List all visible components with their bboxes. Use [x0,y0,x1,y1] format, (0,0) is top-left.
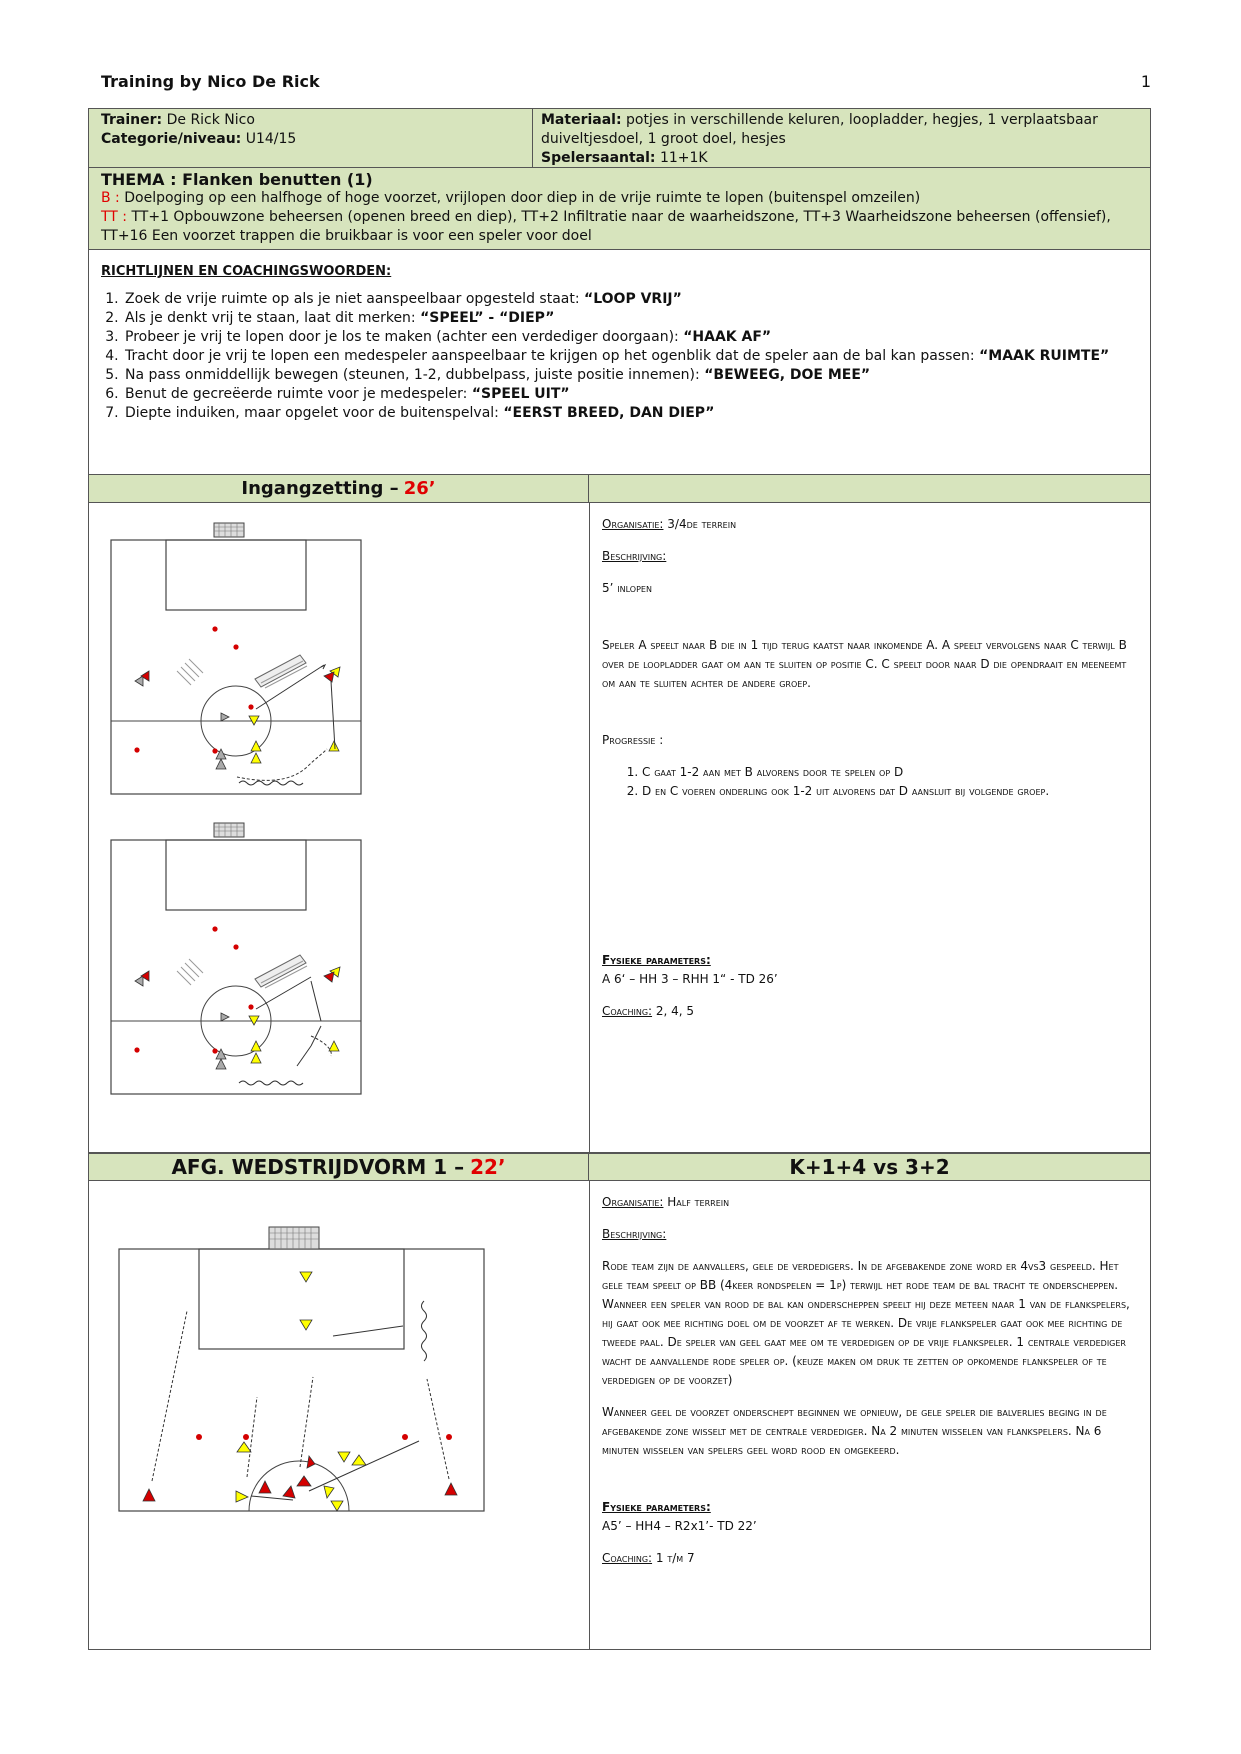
trainer-label: Trainer: [101,112,163,128]
section1-description [590,503,1150,1152]
list-item: 2. Als je denkt vrij te staan, laat dit merken: “SPEEL” - “DIEP” [123,309,1109,328]
coaching-list [101,290,1109,423]
trainer-value: De Rick Nico [166,112,255,128]
beschrijving-label: Beschrijving: [602,549,667,563]
list-item: 1. Zoek de vrije ruimte op als je niet aanspeelbaar opgesteld staat: “LOOP VRIJ” [123,290,1109,309]
section2-title-cell [89,1154,589,1180]
list-item: 6. Benut de gecreëerde ruimte voor je medespeler: “SPEEL UIT” [123,385,1109,404]
category-value: U14/15 [245,131,297,147]
section1-title: Ingangzetting – [241,478,399,499]
section2-right-title: K+1+4 vs 3+2 [789,1154,950,1179]
category-label: Categorie/niveau: [101,131,242,147]
drill-diagram-2 [111,823,361,1094]
section1-right-header [589,475,1150,502]
beschrijving-label: Beschrijving: [602,1227,667,1241]
info-row [89,109,1150,168]
warmup-text: 5’ inlopen [602,581,652,595]
players-value: 11+1K [659,150,708,166]
game-description-2: Wanneer geel de voorzet onderschept beginnen we opnieuw, de gele speler die balverlies beging in de afgebakende zone wisselt met de centrale verdediger. Na 2 minuten wisselen van flankspelers. Na 6 minuten wisselen van spelers geel word rood en omgekeerd. [602,1405,1107,1457]
progressie-label: Progressie : [602,733,664,747]
section2-diagram [89,1181,590,1649]
progression-list [602,763,1136,801]
fys-label: Fysieke parameters: [602,1500,711,1514]
list-item: 4. Tracht door je vrij te lopen een medespeler aanspeelbaar te krijgen op het ogenblik dat de speler aan de bal kan passen: “MAAK RUIMTE” [123,347,1109,366]
page-header [101,72,1151,96]
drill-diagram-svg [89,503,588,1152]
page-number: 1 [1140,72,1151,91]
drill-diagram-1 [111,523,361,794]
section2-description [590,1181,1150,1649]
section2-title: AFG. WEDSTRIJDVORM 1 – [171,1154,465,1179]
coaching-value: 1 t/m 7 [655,1551,695,1565]
thema-title: THEMA : Flanken benutten (1) [101,170,373,189]
org-value: 3/4de terrein [667,517,737,531]
org-value: Half terrein [667,1195,730,1209]
org-label: Organisatie: [602,1195,664,1209]
material-cell [533,109,1150,167]
trainer-cell [89,109,533,167]
section2-header [89,1153,1150,1181]
richtlijnen-heading: RICHTLIJNEN EN COACHINGSWOORDEN: [101,264,392,279]
coaching-value: 2, 4, 5 [655,1004,695,1018]
tt-text: TT+1 Opbouwzone beheersen (openen breed en diep), TT+2 Infiltratie naar de waarheidszone, TT+3 Waarheidszone beheersen (offensief), TT+16 Een voorzet trappen die bruikbaar is voor een speler voor doel [101,209,1111,244]
fys-value: A 6‘ – HH 3 – RHH 1“ - TD 26’ [602,972,778,986]
coaching-label: Coaching: [602,1004,653,1018]
fys-label: Fysieke parameters: [602,953,711,967]
game-diagram-svg [89,1181,588,1648]
section2-time: 22’ [470,1154,506,1179]
coaching-label: Coaching: [602,1551,653,1565]
list-item: 3. Probeer je vrij te lopen door je los te maken (achter een verdediger doorgaan): “HAAK AF” [123,328,1109,347]
players-label: Spelersaantal: [541,150,656,166]
section1-diagrams [89,503,590,1152]
section1-title-cell [89,475,589,502]
section2-body [89,1181,1150,1649]
thema-cell [89,168,1150,249]
b-text: Doelpoging op een halfhoge of hoge voorzet, vrijlopen door diep in de vrije ruimte te lopen (buitenspel omzeilen) [124,190,921,206]
material-label: Materiaal: [541,112,622,128]
training-sheet [88,108,1151,1650]
list-item: 2. D en C voeren onderling ook 1-2 uit alvorens dat D aansluit bij volgende groep. [642,782,1136,801]
section1-header [89,475,1150,503]
list-item: 1. C gaat 1-2 aan met B alvorens door te spelen op D [642,763,1136,782]
drill-description: Speler A speelt naar B die in 1 tijd terug kaatst naar inkomende A. A speelt vervolgens naar C terwijl B over de loopladder gaat om aan te sluiten op positie C. C speelt door naar D die opendraait en meeneemt om aan te sluiten achter de andere groep. [602,638,1127,690]
section1-time: 26’ [403,478,436,499]
richtlijnen-row [89,250,1150,475]
fys-value: A5’ – HH4 – R2x1’- TD 22’ [602,1519,757,1533]
game-description-1: Rode team zijn de aanvallers, gele de verdedigers. In de afgebakende zone word er 4vs3 gespeeld. Het gele team speelt op BB (4keer rondspelen = 1p) terwijl het rode team de bal tracht te onderscheppen. Wanneer een speler van rood de bal kan onderscheppen speelt hij deze meteen naar 1 van de flankspelers, hij gaat ook mee richting doel om de voorzet af te werken. De vrije flankspeler gaat ook mee richting de tweede paal. De speler van geel gaat mee om te verdedigen op de vrije flankspeler. 1 centrale verdediger wacht de aanvallende rode speler op. (keuze maken om druk te zetten op opkomende flankspeler of te verdedigen op de voorzet) [602,1259,1130,1387]
list-item: 7. Diepte induiken, maar opgelet voor de buitenspelval: “EERST BREED, DAN DIEP” [123,404,1109,423]
material-value: potjes in verschillende keluren, loopladder, hegjes, 1 verplaatsbaar duiveltjesdoel, 1 groot doel, hesjes [541,112,1098,147]
list-item: 5. Na pass onmiddellijk bewegen (steunen, 1-2, dubbelpass, juiste positie innemen): “BEWEEG, DOE MEE” [123,366,1109,385]
section1-body [89,503,1150,1153]
b-label: B : [101,190,120,206]
document-title: Training by Nico De Rick [101,72,320,91]
tt-label: TT : [101,209,128,225]
thema-row [89,168,1150,250]
org-label: Organisatie: [602,517,664,531]
richtlijnen-cell [89,250,1119,474]
